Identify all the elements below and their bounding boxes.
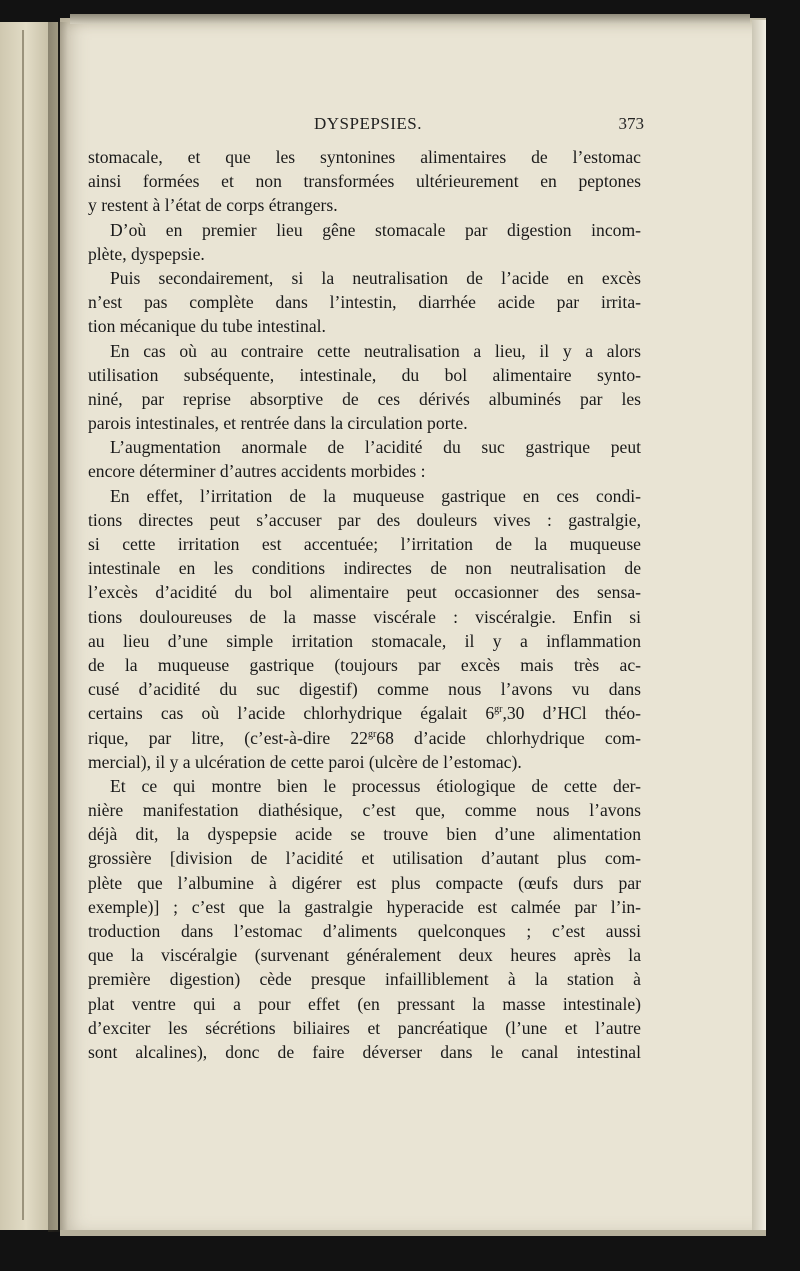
text-line: intestinale en les conditions indirectes de non neutralisation de [88,558,641,579]
text-line: première digestion) cède presque infailliblement à la station à [88,969,641,990]
text-line: cusé d’acidité du suc digestif) comme nous l’avons vu dans [88,679,641,700]
text-line: encore déterminer d’autres accidents morbides : [88,461,426,482]
text-line: au lieu d’une simple irritation stomacale, il y a inflammation [88,630,641,651]
text-line: déjà dit, la dyspepsie acide se trouve bien d’une alimentation [88,824,641,845]
text-line: niné, par reprise absorptive de ces dérivés albuminés par les [88,388,641,409]
text-line: ainsi formées et non transformées ultérieurement en peptones [88,171,641,192]
text-line: y restent à l’état de corps étrangers. [88,195,338,216]
text-line: tions douloureuses de la masse viscérale : viscéralgie. Enfin si [88,606,641,627]
running-title: DYSPEPSIES. [314,114,423,133]
text-line: D’où en premier lieu gêne stomacale par digestion incom- [110,219,641,240]
text-line: certains cas où l’acide chlorhydrique égalait $6^{gr},30$ d’HCl théo- [88,703,641,724]
text-line: exemple)] ; c’est que la gastralgie hyperacide est calmée par l’in- [88,896,641,917]
text-line: nière manifestation diathésique, c’est que, comme nous l’avons [88,800,641,821]
text-line: Puis secondairement, si la neutralisation de l’acide en excès [110,267,641,288]
text-line: l’excès d’acidité du bol alimentaire peut occasionner des sensa- [88,582,641,603]
text-line: de la muqueuse gastrique (toujours par excès mais très ac- [88,654,641,675]
text-line: tion mécanique du tube intestinal. [88,316,326,337]
text-line: si cette irritation est accentuée; l’irritation de la muqueuse [88,534,641,554]
facing-page-fold [22,30,24,1220]
text-line: L’augmentation anormale de l’acidité du suc gastrique peut [110,437,641,458]
text-line: plète que l’albumine à digérer est plus compacte (œufs durs par [88,872,641,893]
text-line: d’exciter les sécrétions biliaires et pancréatique (l’une et l’autre [88,1017,641,1038]
text-line: grossière [division de l’acidité et utilisation d’autant plus com- [88,848,641,869]
text-line: plat ventre qui a pour effet (en pressant la masse intestinale) [88,993,641,1014]
text-line: En effet, l’irritation de la muqueuse gastrique en ces condi- [110,485,641,506]
text-line: mercial), il y a ulcération de cette paroi (ulcère de l’estomac). [88,751,522,772]
text-line: sont alcalines), donc de faire déverser dans le canal intestinal [88,1041,641,1062]
text-line: stomacale, et que les syntonines alimentaires de l’estomac [88,147,641,167]
page-right-edge [752,20,766,1234]
page-bottom-edge [60,1230,766,1236]
text-line: troduction dans l’estomac d’aliments quelconques ; c’est aussi [88,921,641,941]
text-line: utilisation subséquente, intestinale, du bol alimentaire synto- [88,364,641,385]
page-top-edge [70,14,750,24]
text-line: tions directes peut s’accuser par des douleurs vives : gastralgie, [88,509,641,530]
text-line: En cas où au contraire cette neutralisation a lieu, il y a alors [110,340,641,361]
page-number: 373 [618,114,644,133]
text-line: n’est pas complète dans l’intestin, diarrhée acide par irrita- [88,292,641,313]
running-header [88,114,644,138]
text-line: rique, par litre, (c’est-à-dire $22^{gr}68$ d’acide chlorhydrique com- [88,727,641,748]
text-line: plète, dyspepsie. [88,243,205,264]
text-line: parois intestinales, et rentrée dans la circulation porte. [88,413,468,434]
gutter-shadow [48,22,68,1232]
text-line: que la viscéralgie (survenant généralement deux heures après la [88,945,641,966]
text-line: Et ce qui montre bien le processus étiologique de cette der- [110,775,641,796]
body-text [88,145,641,1064]
